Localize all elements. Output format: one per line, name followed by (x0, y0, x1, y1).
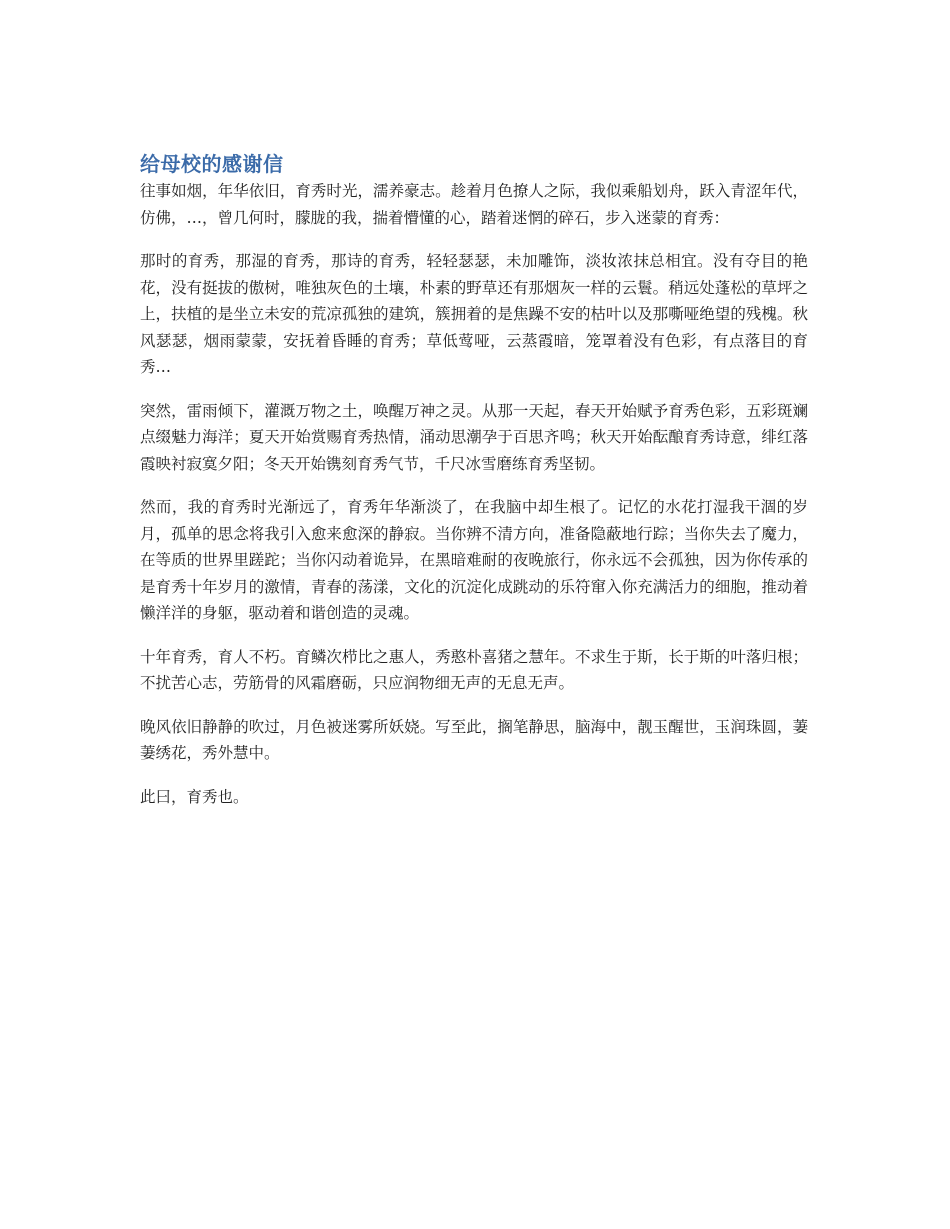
document-page (140, 150, 808, 827)
paragraph: 突然，雷雨倾下，灌溉万物之土，唤醒万神之灵。从那一天起，春天开始赋予育秀色彩，五彩斑斓点缀魅力海洋；夏天开始赏赐育秀热情，涌动思潮孕于百思齐鸣；秋天开始酝酿育秀诗意，绯红落霞映衬寂寞夕阳；冬天开始镌刻育秀气节，千尺冰雪磨练育秀坚韧。 (140, 401, 808, 473)
paragraph: 然而，我的育秀时光渐远了，育秀年华渐淡了，在我脑中却生根了。记忆的水花打湿我干涸的岁月，孤单的思念将我引入愈来愈深的静寂。当你辨不清方向，准备隐蔽地行踪；当你失去了魔力，在等质的世界里蹉跎；当你闪动着诡异，在黑暗难耐的夜晚旅行，你永远不会孤独，因为你传承的是育秀十年岁月的激情，青春的荡漾，文化的沉淀化成跳动的乐符窜入你充满活力的细胞，推动着懒洋洋的身躯，驱动着和谐创造的灵魂。 (140, 498, 808, 622)
document-title: 给母校的感谢信 (140, 152, 284, 176)
paragraph: 往事如烟，年华依旧，育秀时光，濡养豪志。趁着月色撩人之际，我似乘船划舟，跃入青涩年代，仿佛，…，曾几何时，朦胧的我，揣着懵懂的心，踏着迷惘的碎石，步入迷蒙的育秀： (140, 182, 808, 227)
paragraph: 此曰，育秀也。 (140, 787, 249, 806)
paragraph: 晚风依旧静静的吹过，月色被迷雾所妖娆。写至此，搁笔静思，脑海中，靓玉醒世，玉润珠圆，萋萋绣花，秀外慧中。 (140, 717, 808, 762)
paragraph: 那时的育秀，那湿的育秀，那诗的育秀，轻轻瑟瑟，未加雕饰，淡妆浓抹总相宜。没有夺目的艳花，没有挺拔的傲树，唯独灰色的土壤，朴素的野草还有那烟灰一样的云鬟。稍远处蓬松的草坪之上，扶植的是坐立未安的荒凉孤独的建筑，簇拥着的是焦躁不安的枯叶以及那嘶哑绝望的残槐。秋风瑟瑟，烟雨蒙蒙，安抚着昏睡的育秀；草低莺哑，云蒸霞暗，笼罩着没有色彩，有点落目的育秀… (140, 252, 808, 376)
paragraph: 十年育秀，育人不朽。育鳞次栉比之惠人，秀憨朴喜猪之慧年。不求生于斯，长于斯的叶落归根；不扰苦心志，劳筋骨的风霜磨砺，只应润物细无声的无息无声。 (140, 647, 808, 692)
